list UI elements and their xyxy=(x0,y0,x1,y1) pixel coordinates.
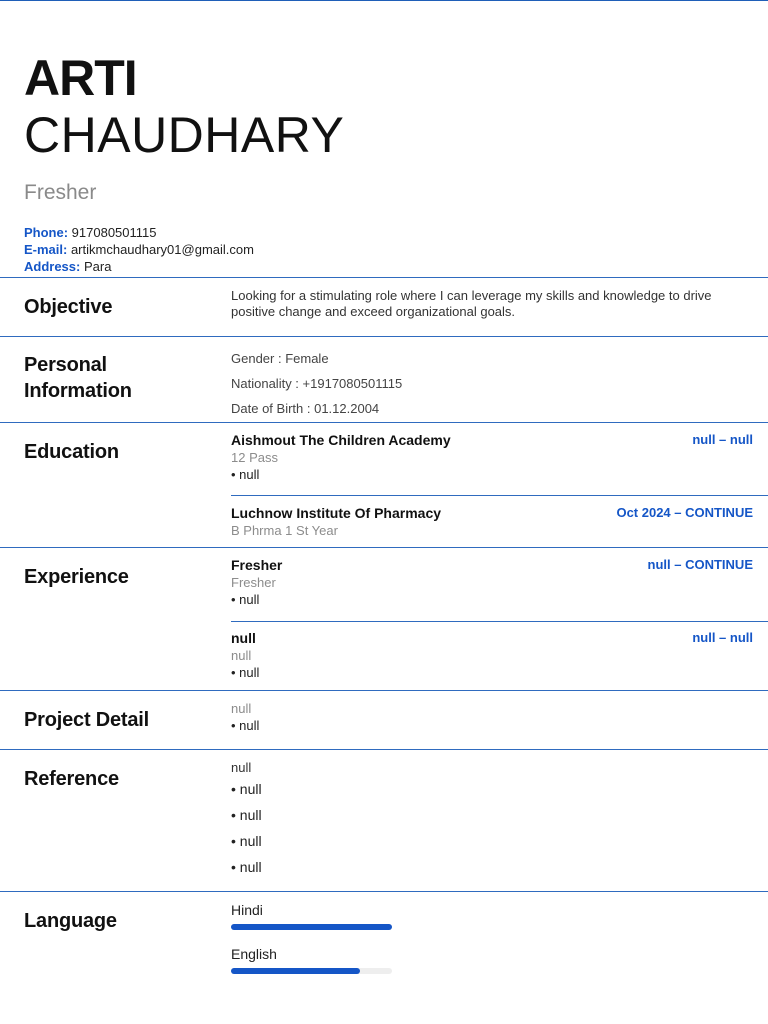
contact-value: 917080501115 xyxy=(68,225,157,240)
contact-label: Address: xyxy=(24,259,81,274)
job-role: Fresher xyxy=(24,181,97,204)
institution-name: Aishmout The Children Academy xyxy=(231,432,451,448)
section-reference xyxy=(0,749,768,892)
project-entry xyxy=(231,700,753,735)
contact-value: artikmchaudhary01@gmail.com xyxy=(67,242,254,257)
position-name: null xyxy=(231,630,256,646)
project-name: null xyxy=(231,701,252,716)
section-objective xyxy=(0,277,768,337)
experience-entry xyxy=(231,629,753,682)
reference-bullet: • null xyxy=(231,833,262,849)
entry-bullet: • null xyxy=(231,718,260,733)
entry-divider xyxy=(231,621,768,622)
proficiency-bar xyxy=(231,924,392,930)
reference-entry xyxy=(231,759,753,880)
section-title: Education xyxy=(24,441,119,463)
entry-bullet: • null xyxy=(231,665,260,680)
section-experience xyxy=(0,547,768,691)
contact-info xyxy=(24,224,744,275)
entry-bullet: • null xyxy=(231,467,260,482)
education-entry xyxy=(231,431,753,484)
section-personal-information xyxy=(0,336,768,423)
proficiency-fill xyxy=(231,924,392,930)
personal-item: Date of Birth : 01.12.2004 xyxy=(231,401,380,416)
entry-company: Fresher xyxy=(231,575,276,590)
section-title-line: Personal xyxy=(24,354,107,376)
entry-company: null xyxy=(231,648,252,663)
education-entry xyxy=(231,504,753,539)
objective-text: Looking for a stimulating role where I can leverage my skills and knowledge to drive positive change and exceed organizational goals. xyxy=(231,288,712,319)
section-title: Experience xyxy=(24,566,129,588)
entry-dates: null – null xyxy=(692,630,753,645)
contact-label: E-mail: xyxy=(24,242,68,257)
entry-bullet: • null xyxy=(231,592,260,607)
section-title xyxy=(24,352,132,404)
contact-email xyxy=(24,241,744,258)
first-name: ARTI xyxy=(24,50,137,106)
entry-dates: Oct 2024 – CONTINUE xyxy=(616,505,753,520)
reference-bullet: • null xyxy=(231,859,262,875)
section-title: Reference xyxy=(24,768,119,790)
reference-bullet: • null xyxy=(231,807,262,823)
section-education xyxy=(0,422,768,548)
entry xyxy=(231,556,753,609)
proficiency-fill xyxy=(231,968,360,974)
section-title-line: Information xyxy=(24,380,132,402)
entry-degree: B Phrma 1 St Year xyxy=(231,523,338,538)
language-item xyxy=(231,901,753,930)
entry xyxy=(231,504,753,539)
personal-item: Gender : Female xyxy=(231,351,329,366)
proficiency-bar xyxy=(231,968,392,974)
contact-address xyxy=(24,258,744,275)
position-name: Fresher xyxy=(231,557,283,573)
language-item xyxy=(231,945,753,974)
section-title: Objective xyxy=(24,296,113,318)
contact-phone xyxy=(24,224,744,241)
entry xyxy=(231,431,753,484)
entry-dates: null – CONTINUE xyxy=(647,557,753,572)
contact-label: Phone: xyxy=(24,225,69,240)
entry-degree: 12 Pass xyxy=(231,450,278,465)
entry-divider xyxy=(231,495,768,496)
last-name: CHAUDHARY xyxy=(24,107,345,163)
section-title: Project Detail xyxy=(24,709,150,731)
section-language xyxy=(0,891,768,1001)
reference-name: null xyxy=(231,760,252,775)
language-name: Hindi xyxy=(231,902,263,918)
resume-header xyxy=(24,50,744,275)
personal-item: Nationality : +1917080501115 xyxy=(231,376,403,391)
contact-value: Para xyxy=(80,259,112,274)
entry xyxy=(231,629,753,682)
reference-bullet: • null xyxy=(231,781,262,797)
experience-entry xyxy=(231,556,753,609)
institution-name: Luchnow Institute Of Pharmacy xyxy=(231,505,442,521)
section-project-detail xyxy=(0,690,768,750)
language-list xyxy=(231,901,753,974)
entry-dates: null – null xyxy=(692,432,753,447)
personal-details xyxy=(231,346,753,421)
section-title: Language xyxy=(24,910,117,932)
language-name: English xyxy=(231,946,277,962)
top-rule xyxy=(0,0,768,1)
